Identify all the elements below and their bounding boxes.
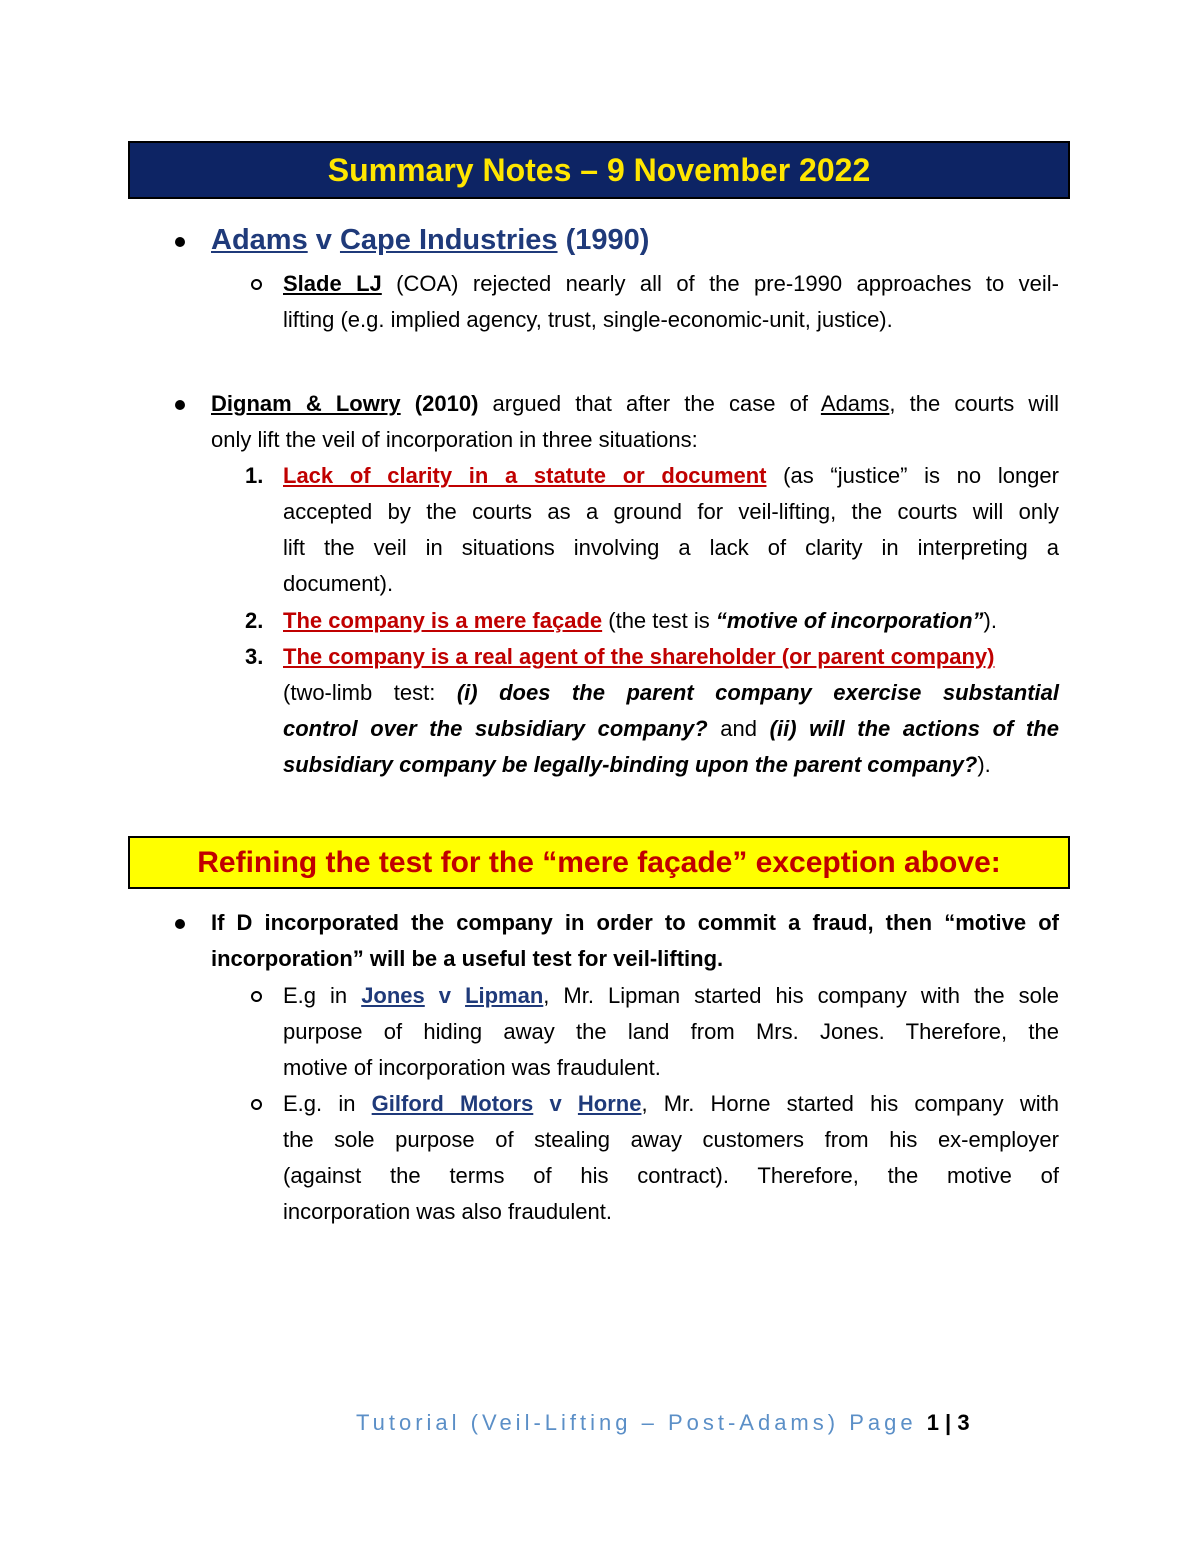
case-name-adams: Adams [211,224,308,256]
jones-paragraph: E.g in Jones v Lipman, Mr. Lipman started his company with the sole purpose of hiding away the land from Mrs. Jones. Therefore, the motive of incorporation was fraudulent. [283,983,1059,1080]
slade-paragraph: Slade LJ (COA) rejected nearly all of the pre-1990 approaches to veil- lifting (e.g. implied agency, trust, single-economic-unit, justice). [283,271,1059,332]
sub-bullet-icon [251,1099,262,1110]
list-item-1: Lack of clarity in a statute or document (as “justice” is no longer accepted by the courts as a ground for veil-lifting, the courts will only lift the veil in situations involving a lack of clarity in interpreting a document). [283,463,1059,596]
bullet-icon [175,919,185,929]
list-item-2: The company is a mere façade (the test is “motive of incorporation”). [283,608,997,633]
page-number: 1 | 3 [926,1410,970,1435]
sub-bullet-icon [251,991,262,1002]
dignam-paragraph: Dignam & Lowry (2010) argued that after the case of Adams, the courts will only lift the veil of incorporation in three situations: [211,391,1059,452]
list-number: 3. [245,644,264,669]
versus: v [315,224,332,256]
bullet-icon [175,237,185,247]
case-year: (1990) [565,224,650,256]
page-title: Summary Notes – 9 November 2022 [327,152,871,188]
list-number: 1. [245,463,264,488]
list-item-3: The company is a real agent of the shareholder (or parent company) (two-limb test: (i) does the parent company exercise substantial control over the subsidiary company? and (ii) will the actions of the subsidiary company be legally-binding upon the parent company?). [283,644,1059,777]
fraud-paragraph: If D incorporated the company in order to commit a fraud, then “motive of incorporation” will be a useful test for veil-lifting. [211,910,1059,971]
list-number: 2. [245,608,264,633]
case-name-cape: Cape Industries [339,224,558,256]
case-heading-adams [211,220,1071,260]
page-footer: Tutorial (Veil-Lifting – Post-Adams) Page 1 | 3 [356,1410,970,1435]
gilford-paragraph: E.g. in Gilford Motors v Horne, Mr. Horne started his company with the sole purpose of stealing away customers from his ex-employer (against the terms of his contract). Therefore, the motive of incorporation was also fraudulent. [283,1091,1059,1224]
title-banner [128,141,1070,199]
sub-bullet-icon [251,279,262,290]
bullet-icon [175,400,185,410]
section-banner [128,836,1070,889]
section-title: Refining the test for the “mere façade” exception above: [197,846,1001,879]
